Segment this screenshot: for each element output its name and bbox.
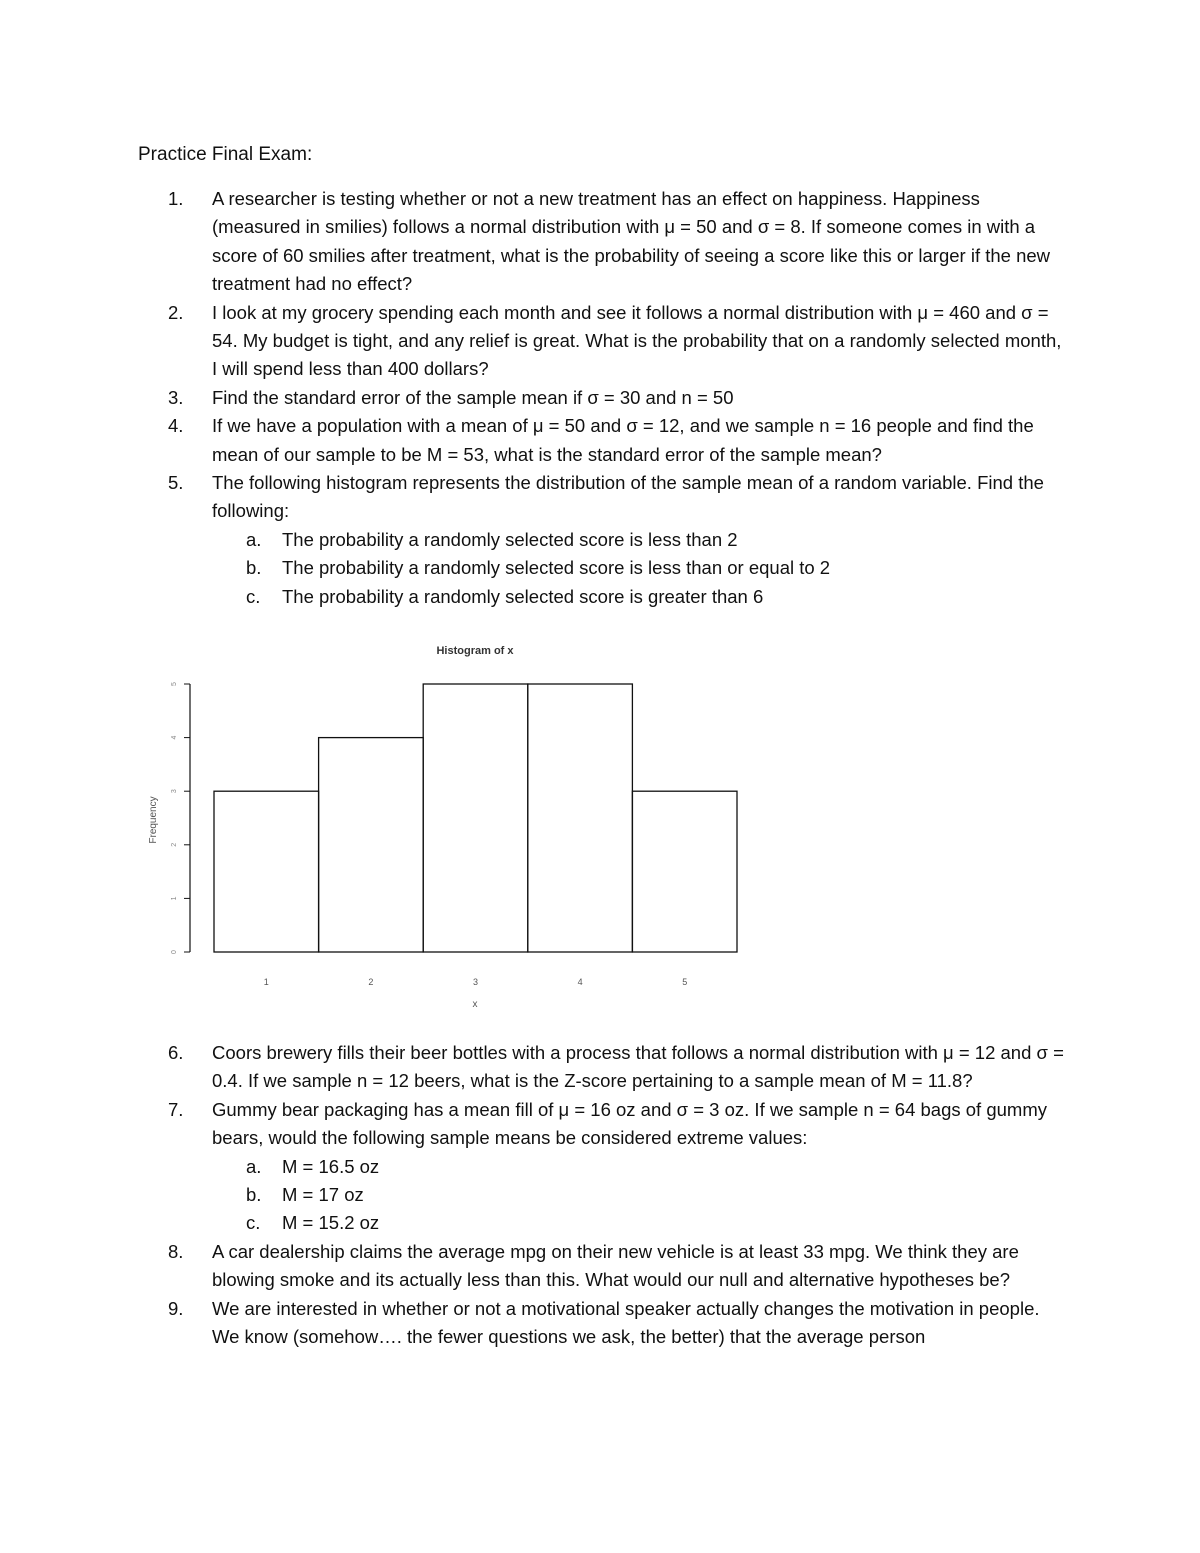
question-7 (168, 1096, 1068, 1238)
y-tick-label: 4 (171, 735, 178, 740)
question-number: 2. (168, 301, 184, 323)
sub-question-b (212, 1181, 1068, 1209)
question-number: 4. (168, 415, 184, 437)
sub-question-text: The probability a randomly selected score is less than or equal to 2 (282, 557, 831, 579)
sub-question-letter: b. (246, 557, 262, 579)
question-text: We are interested in whether or not a motivational speaker actually changes the motivation in people. We know (somehow…. the fewer questions we ask, the better) that the average person (212, 1297, 1040, 1348)
question-text: I look at my grocery spending each month and see it follows a normal distribution with μ = 460 and σ = 54. My budget is tight, and any relief is great. What is the probability that on a randomly selected month, I will spend less than 400 dollars? (212, 301, 1062, 380)
sub-question-text: M = 16.5 oz (282, 1155, 380, 1177)
question-number: 5. (168, 472, 184, 494)
y-tick-label: 3 (171, 789, 178, 794)
sub-question-text: The probability a randomly selected score is less than 2 (282, 528, 738, 550)
page-title: Practice Final Exam: (138, 144, 313, 165)
sub-question-list (212, 1153, 1068, 1238)
question-text: A car dealership claims the average mpg on their new vehicle is at least 33 mpg. We think they are blowing smoke and its actually less than this. What would our null and alternative hypotheses be? (212, 1240, 1019, 1291)
question-8 (168, 1238, 1068, 1295)
histogram-bar-2 (319, 738, 424, 952)
histogram-bar-4 (528, 684, 633, 952)
sub-question-letter: c. (246, 1212, 261, 1234)
sub-question-letter: a. (246, 528, 262, 550)
x-tick-group (264, 977, 687, 987)
question-number: 3. (168, 386, 184, 408)
question-9 (168, 1295, 1068, 1352)
sub-question-a (212, 1153, 1068, 1181)
question-2 (168, 299, 1068, 384)
histogram-bar-5 (632, 791, 737, 952)
question-text: The following histogram represents the distribution of the sample mean of a random variable. Find the following: (212, 472, 1044, 522)
sub-question-c (212, 583, 1068, 611)
sub-question-b (212, 554, 1068, 582)
y-axis-label: Frequency (148, 796, 159, 844)
y-tick-label: 1 (171, 896, 178, 901)
question-3 (168, 384, 1068, 412)
x-tick-label: 1 (263, 977, 269, 987)
sub-question-letter: a. (246, 1155, 262, 1177)
question-number: 1. (168, 188, 184, 209)
question-number: 9. (168, 1297, 184, 1319)
question-text: Coors brewery fills their beer bottles with a process that follows a normal distribution with μ = 12 and σ = 0.4. If we sample n = 12 beers, what is the Z-score pertaining to a sample mean of M = 11.8? (212, 1042, 1064, 1092)
question-number: 6. (168, 1042, 184, 1063)
question-number: 7. (168, 1098, 184, 1120)
question-text: A researcher is testing whether or not a new treatment has an effect on happiness. Happiness (measured in smilies) follows a normal distribution with μ = 50 and σ = 8. If someone comes in with a score of 60 smilies after treatment, what is the probability of seeing a score like this or larger if the new treatment had no effect? (212, 188, 1051, 295)
question-text: If we have a population with a mean of μ = 50 and σ = 12, and we sample n = 16 people and find the mean of our sample to be M = 53, what is the standard error of the sample mean? (212, 415, 1034, 465)
y-tick-label: 5 (171, 682, 178, 686)
sub-question-letter: c. (246, 585, 261, 607)
x-tick-label: 5 (682, 977, 688, 987)
sub-question-text: M = 15.2 oz (282, 1212, 380, 1234)
question-text: Gummy bear packaging has a mean fill of μ = 16 oz and σ = 3 oz. If we sample n = 64 bags of gummy bears, would the following sample means be considered extreme values: (212, 1098, 1047, 1149)
histogram-bar-1 (214, 791, 319, 952)
question-text: Find the standard error of the sample mean if σ = 30 and n = 50 (212, 386, 734, 408)
x-axis-label: x (472, 999, 478, 1010)
bar-group (214, 684, 737, 952)
question-4 (168, 412, 1068, 469)
x-tick-label: 4 (577, 977, 583, 987)
x-tick-label: 2 (368, 977, 374, 987)
question-5 (168, 469, 1068, 611)
question-6 (168, 1039, 1068, 1096)
y-tick-label: 2 (171, 842, 178, 847)
sub-question-text: M = 17 oz (282, 1184, 364, 1206)
question-1 (168, 185, 1068, 299)
sub-question-list (212, 526, 1068, 611)
y-tick-group (171, 682, 190, 954)
histogram-chart (140, 638, 780, 1018)
chart-title: Histogram of x (436, 645, 514, 657)
sub-question-c (212, 1209, 1068, 1237)
sub-question-a (212, 526, 1068, 554)
question-number: 8. (168, 1240, 184, 1262)
sub-question-letter: b. (246, 1184, 262, 1206)
x-tick-label: 3 (472, 977, 479, 987)
y-tick-label: 0 (171, 950, 178, 954)
question-list-part1 (168, 185, 1068, 611)
sub-question-text: The probability a randomly selected score is greater than 6 (282, 585, 764, 607)
question-list-part2 (168, 1039, 1068, 1351)
histogram-bar-3 (423, 684, 528, 952)
